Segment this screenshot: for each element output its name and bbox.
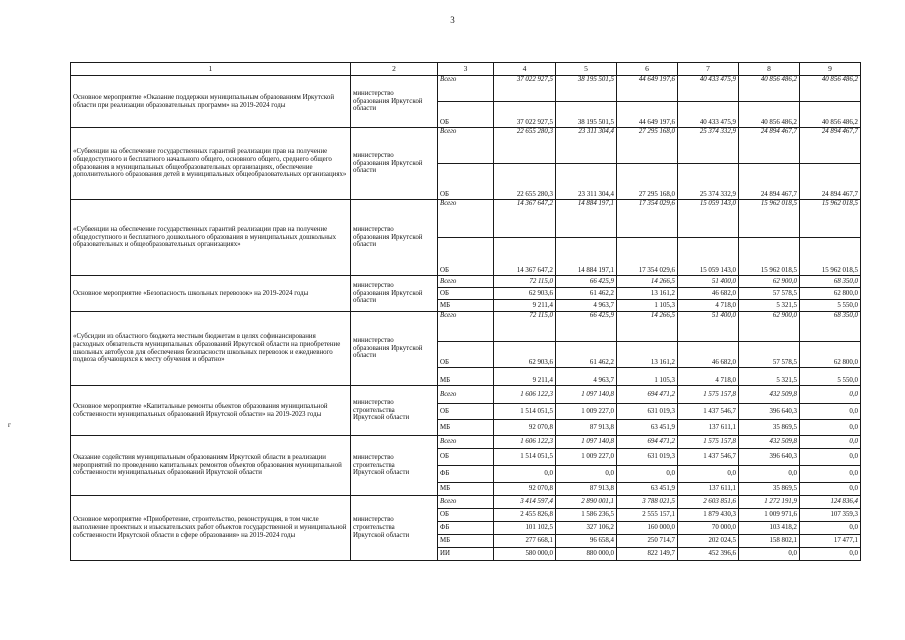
measure-name: Основное мероприятие «Капитальные ремонты объектов образования муниципальной собственности муниципальных образований Иркутской области» на 2019-2023 годы [71,386,351,436]
amount-cell: 44 649 197,6 [617,76,678,102]
amount-cell: 66 425,9 [556,312,617,342]
column-header: 4 [494,63,556,76]
amount-cell: 24 894 467,7 [800,128,861,164]
measure-name: «Субвенции на обеспечение государственных гарантий реализации прав на получение общедоступного и бесплатного начального общего, основного общего, среднего общего образования в муниципальных общеобразовательных организациях, обеспечение дополнительного образования детей в муниципальных общеобразовательных организациях» [71,128,351,200]
amount-cell: 1 514 051,5 [494,404,556,420]
amount-cell: 62 900,0 [739,276,800,288]
amount-cell: 0,0 [800,449,861,466]
amount-cell: 15 962 018,5 [800,200,861,238]
amount-cell: 15 962 018,5 [800,238,861,276]
budget-table [70,62,861,561]
amount-cell: 5 321,5 [739,300,800,312]
funding-source: ОБ [438,288,494,300]
funding-source: Всего [438,386,494,404]
amount-cell: 72 115,0 [494,276,556,288]
amount-cell: 277 668,1 [494,535,556,548]
amount-cell: 0,0 [800,436,861,449]
amount-cell: 35 869,5 [739,483,800,496]
amount-cell: 107 359,3 [800,509,861,522]
amount-cell: 2 890 001,1 [556,496,617,509]
amount-cell: 46 682,0 [678,288,739,300]
executor-name: министерство образования Иркутской области [351,128,438,200]
amount-cell: 15 962 018,5 [739,200,800,238]
amount-cell: 1 606 122,3 [494,386,556,404]
amount-cell: 4 963,7 [556,368,617,386]
amount-cell: 158 802,1 [739,535,800,548]
amount-cell: 14 884 197,1 [556,238,617,276]
amount-cell: 13 161,2 [617,342,678,368]
amount-cell: 580 000,0 [494,548,556,561]
amount-cell: 1 575 157,8 [678,436,739,449]
amount-cell: 23 311 304,4 [556,164,617,200]
amount-cell: 0,0 [800,548,861,561]
amount-cell: 61 462,2 [556,342,617,368]
column-header: 5 [556,63,617,76]
amount-cell: 46 682,0 [678,342,739,368]
amount-cell: 0,0 [800,483,861,496]
amount-cell: 44 649 197,6 [617,102,678,128]
amount-cell: 137 611,1 [678,420,739,436]
amount-cell: 1 105,3 [617,368,678,386]
amount-cell: 1 097 140,8 [556,436,617,449]
amount-cell: 432 509,8 [739,386,800,404]
amount-cell: 96 658,4 [556,535,617,548]
amount-cell: 124 836,4 [800,496,861,509]
amount-cell: 1 097 140,8 [556,386,617,404]
table-row-total [71,128,861,164]
table-row-total [71,276,861,288]
amount-cell: 2 455 826,8 [494,509,556,522]
amount-cell: 13 161,2 [617,288,678,300]
funding-source: ОБ [438,164,494,200]
amount-cell: 9 211,4 [494,300,556,312]
amount-cell: 14 367 647,2 [494,200,556,238]
amount-cell: 3 414 597,4 [494,496,556,509]
amount-cell: 62 800,0 [800,342,861,368]
amount-cell: 5 321,5 [739,368,800,386]
amount-cell: 38 195 501,5 [556,102,617,128]
amount-cell: 432 509,8 [739,436,800,449]
amount-cell: 35 869,5 [739,420,800,436]
page-number: 3 [450,15,455,25]
amount-cell: 40 856 486,2 [739,102,800,128]
table-row-total [71,436,861,449]
amount-cell: 1 009 971,6 [739,509,800,522]
funding-source: ОБ [438,404,494,420]
amount-cell: 68 350,0 [800,312,861,342]
amount-cell: 51 400,0 [678,312,739,342]
amount-cell: 87 913,8 [556,420,617,436]
amount-cell: 23 311 304,4 [556,128,617,164]
amount-cell: 62 900,0 [739,312,800,342]
amount-cell: 63 451,9 [617,483,678,496]
amount-cell: 17 477,1 [800,535,861,548]
amount-cell: 0,0 [800,522,861,535]
amount-cell: 0,0 [617,466,678,483]
amount-cell: 37 022 927,5 [494,102,556,128]
amount-cell: 15 059 143,0 [678,200,739,238]
amount-cell: 1 009 227,0 [556,449,617,466]
amount-cell: 1 514 051,5 [494,449,556,466]
amount-cell: 15 059 143,0 [678,238,739,276]
amount-cell: 0,0 [494,466,556,483]
amount-cell: 4 718,0 [678,300,739,312]
amount-cell: 14 884 197,1 [556,200,617,238]
funding-source: МБ [438,535,494,548]
amount-cell: 40 433 475,9 [678,102,739,128]
amount-cell: 250 714,7 [617,535,678,548]
amount-cell: 1 272 191,9 [739,496,800,509]
funding-source: МБ [438,368,494,386]
amount-cell: 396 640,3 [739,449,800,466]
funding-source: ФБ [438,522,494,535]
amount-cell: 27 295 168,0 [617,128,678,164]
funding-source: Всего [438,76,494,102]
funding-source: МБ [438,483,494,496]
column-header: 7 [678,63,739,76]
amount-cell: 101 102,5 [494,522,556,535]
column-header: 3 [438,63,494,76]
amount-cell: 0,0 [800,420,861,436]
funding-source: Всего [438,128,494,164]
amount-cell: 14 266,5 [617,312,678,342]
amount-cell: 0,0 [739,548,800,561]
executor-name: министерство строительства Иркутской области [351,386,438,436]
column-header: 2 [351,63,438,76]
amount-cell: 137 611,1 [678,483,739,496]
amount-cell: 14 367 647,2 [494,238,556,276]
amount-cell: 37 022 927,5 [494,76,556,102]
amount-cell: 0,0 [678,466,739,483]
amount-cell: 1 606 122,3 [494,436,556,449]
amount-cell: 631 019,3 [617,404,678,420]
amount-cell: 1 879 430,3 [678,509,739,522]
amount-cell: 63 451,9 [617,420,678,436]
amount-cell: 22 655 280,3 [494,164,556,200]
funding-source: ОБ [438,449,494,466]
amount-cell: 24 894 467,7 [739,128,800,164]
amount-cell: 4 963,7 [556,300,617,312]
amount-cell: 694 471,2 [617,436,678,449]
column-header: 6 [617,63,678,76]
funding-source: Всего [438,276,494,288]
table-row-total [71,312,861,342]
column-number-row [71,63,861,76]
funding-source: ФБ [438,466,494,483]
amount-cell: 880 000,0 [556,548,617,561]
measure-name: Основное мероприятие «Безопасность школьных перевозок» на 2019-2024 годы [71,276,351,312]
amount-cell: 17 354 029,6 [617,200,678,238]
amount-cell: 62 903,6 [494,288,556,300]
amount-cell: 66 425,9 [556,276,617,288]
amount-cell: 27 295 168,0 [617,164,678,200]
amount-cell: 0,0 [800,404,861,420]
amount-cell: 1 437 546,7 [678,449,739,466]
amount-cell: 87 913,8 [556,483,617,496]
table-row-total [71,386,861,404]
executor-name: министерство образования Иркутской области [351,276,438,312]
amount-cell: 40 856 486,2 [800,76,861,102]
amount-cell: 1 105,3 [617,300,678,312]
funding-source: ОБ [438,238,494,276]
amount-cell: 2 603 851,6 [678,496,739,509]
amount-cell: 452 396,6 [678,548,739,561]
amount-cell: 72 115,0 [494,312,556,342]
amount-cell: 1 009 227,0 [556,404,617,420]
amount-cell: 68 350,0 [800,276,861,288]
table-row-total [71,76,861,102]
amount-cell: 92 070,8 [494,420,556,436]
amount-cell: 24 894 467,7 [739,164,800,200]
column-header: 9 [800,63,861,76]
amount-cell: 62 903,6 [494,342,556,368]
amount-cell: 57 578,5 [739,342,800,368]
amount-cell: 631 019,3 [617,449,678,466]
amount-cell: 0,0 [800,386,861,404]
amount-cell: 822 149,7 [617,548,678,561]
funding-source: Всего [438,496,494,509]
measure-name: Оказание содействия муниципальным образованиям Иркутской области в реализации мероприятий по проведению капитальных ремонтов объектов образования муниципальной собственности муниципальных образований Иркутской области [71,436,351,496]
amount-cell: 0,0 [739,466,800,483]
amount-cell: 70 000,0 [678,522,739,535]
measure-name: «Субвенции на обеспечение государственных гарантий реализации прав на получение общедоступного и бесплатного дошкольного образования в муниципальных дошкольных образовательных и общеобразовательных организациях» [71,200,351,276]
amount-cell: 61 462,2 [556,288,617,300]
executor-name: министерство образования Иркутской области [351,200,438,276]
amount-cell: 38 195 501,5 [556,76,617,102]
amount-cell: 14 266,5 [617,276,678,288]
funding-source: ОБ [438,102,494,128]
amount-cell: 40 856 486,2 [739,76,800,102]
funding-source: МБ [438,420,494,436]
amount-cell: 3 788 021,5 [617,496,678,509]
amount-cell: 17 354 029,6 [617,238,678,276]
amount-cell: 25 374 332,9 [678,164,739,200]
funding-source: Всего [438,312,494,342]
amount-cell: 202 024,5 [678,535,739,548]
amount-cell: 1 575 157,8 [678,386,739,404]
funding-source: ОБ [438,509,494,522]
table-row-total [71,200,861,238]
amount-cell: 22 655 280,3 [494,128,556,164]
amount-cell: 160 000,0 [617,522,678,535]
amount-cell: 2 555 157,1 [617,509,678,522]
funding-source: Всего [438,436,494,449]
amount-cell: 103 418,2 [739,522,800,535]
margin-mark: г [8,421,11,429]
funding-source: ИИ [438,548,494,561]
column-header: 1 [71,63,351,76]
executor-name: министерство образования Иркутской области [351,76,438,128]
amount-cell: 0,0 [556,466,617,483]
measure-name: «Субсидии из областного бюджета местным бюджетам в целях софинансирования расходных обязательств муниципальных образований Иркутской области на приобретение школьных автобусов для обеспечения безопасности школьных перевозок и ежедневного подвоза обучающихся к месту обучения и обратно» [71,312,351,386]
amount-cell: 4 718,0 [678,368,739,386]
funding-source: МБ [438,300,494,312]
amount-cell: 15 962 018,5 [739,238,800,276]
table-row-total [71,496,861,509]
amount-cell: 57 578,5 [739,288,800,300]
amount-cell: 0,0 [800,466,861,483]
amount-cell: 1 437 546,7 [678,404,739,420]
amount-cell: 5 550,0 [800,300,861,312]
amount-cell: 5 550,0 [800,368,861,386]
table-body [71,76,861,561]
executor-name: министерство строительства Иркутской области [351,496,438,561]
amount-cell: 40 433 475,9 [678,76,739,102]
funding-source: ОБ [438,342,494,368]
amount-cell: 396 640,3 [739,404,800,420]
executor-name: министерство строительства Иркутской области [351,436,438,496]
amount-cell: 694 471,2 [617,386,678,404]
amount-cell: 40 856 486,2 [800,102,861,128]
amount-cell: 62 800,0 [800,288,861,300]
measure-name: Основное мероприятие «Приобретение, строительство, реконструкция, в том числе выполнение проектных и изыскательских работ объектов государственной и муниципальной собственности Иркутской области в сфере образования» на 2019-2024 годы [71,496,351,561]
amount-cell: 24 894 467,7 [800,164,861,200]
amount-cell: 92 070,8 [494,483,556,496]
amount-cell: 51 400,0 [678,276,739,288]
executor-name: министерство образования Иркутской области [351,312,438,386]
measure-name: Основное мероприятие «Оказание поддержки муниципальным образованиям Иркутской области при реализации образовательных программ» на 2019-2024 годы [71,76,351,128]
amount-cell: 1 586 236,5 [556,509,617,522]
amount-cell: 327 106,2 [556,522,617,535]
amount-cell: 9 211,4 [494,368,556,386]
amount-cell: 25 374 332,9 [678,128,739,164]
column-header: 8 [739,63,800,76]
funding-source: Всего [438,200,494,238]
